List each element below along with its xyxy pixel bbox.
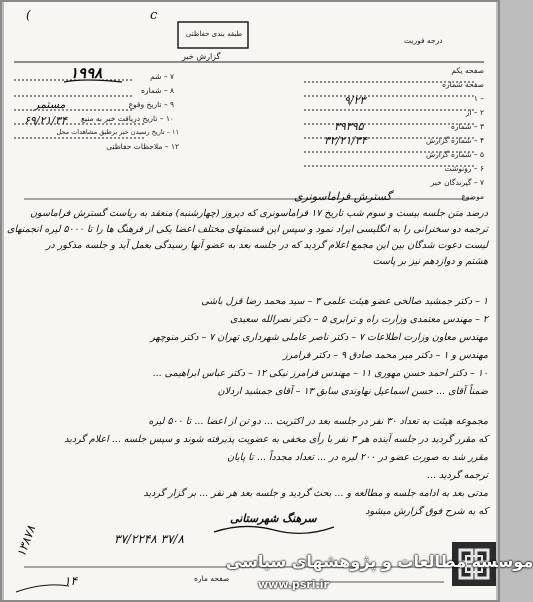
field-left-12: ۱۲ – ملاحظات حفاظتی xyxy=(106,142,179,151)
urgency-label: درجه فوریت xyxy=(404,36,443,45)
value-received-date: ۶۹/۲۱/۳۴ xyxy=(24,114,67,127)
bottom-reference-numbers: ۳۷/۲۲۴۸ ۳۷/۸ xyxy=(114,532,184,546)
field-right-4: ۴ – شماره گزارش xyxy=(426,136,484,145)
body-line: ۲ – مهندس معتمدی وزارت راه و ترابری ۵ – دکتر نصرالله سعیدی xyxy=(230,314,488,325)
value-right-number: ۳۹۳۹۵ xyxy=(334,120,364,133)
body-line: ضمناً آقای ... حسن اسماعیل نهاوندی سابق ۱۳ – آقای جمشید اردلان xyxy=(217,386,488,397)
body-line: که به شرح فوق گزارش میشود xyxy=(365,506,488,517)
body-line: مهندس معاون وزارت اطلاعات ۷ – دکتر ناصر عاملی شهرداری تهران ۷ – دکتر منوچهر xyxy=(150,332,488,343)
body-line: مدتی بعد به ادامه جلسه و مطالعه و ... بحث گردید و جلسه بعد هر نفر ... بر گزار گردید xyxy=(143,488,488,499)
field-left-8: ۸ – شماره xyxy=(140,86,174,95)
subject-value: گسترش فراماسونری xyxy=(294,190,392,203)
field-right-2: ۲ – از xyxy=(465,108,484,117)
field-right-6: ۶ – رونوشت xyxy=(444,164,484,173)
header-mark-left: ( xyxy=(26,8,31,22)
field-left-9: ۹ – تاریخ وقوع xyxy=(128,100,174,109)
value-occurrence: مستمر xyxy=(34,98,66,111)
margin-number-2: ۱۴ xyxy=(64,574,77,588)
classification-stamp: طبقه بندی حفاظتی xyxy=(185,30,243,38)
body-line: درصد متن جلسه بیست و سوم شب تاریخ ۱۷ فراماسونری که دیروز (چهارشنبه) منعقد به ریاست گسترش فراماسون xyxy=(30,208,488,219)
body-line: مقرر شد به صورت عضو در ۲۰۰ لیره در ... تعداد مجدداً ... تا پایان xyxy=(227,452,488,463)
field-right-page: صفحه یکم xyxy=(451,66,484,75)
signature: سرهنگ شهرستانی xyxy=(230,512,317,525)
field-right-1: ۱ – xyxy=(473,94,484,103)
subject-label: موضوع xyxy=(461,192,484,201)
watermark-institute-name: موسسه مطالعات و پژوهشهای سیاسی xyxy=(226,552,533,571)
body-line: که مقرر گردید در جلسه آینده هر ۳ نفر با رأی مخفی به عضویت پذیرفته شوند و سپس جلسه ... اعلام گردید xyxy=(64,434,488,445)
document-number: ۱۹۹۸ xyxy=(70,64,103,82)
value-right-report: ۳۲/۲۱/۳۴ xyxy=(324,134,367,147)
bottom-field: صفحه ماره xyxy=(194,574,230,583)
field-right-7: ۷ – گیرندگان خبر xyxy=(430,178,484,187)
value-right-date: ۹/۲۳ xyxy=(344,94,366,107)
body-line: ترجمه گردید ... xyxy=(426,470,488,481)
field-left-11: ۱۱ – تاریخ رسیدن خبر برطبق مشاهدات محل xyxy=(56,128,179,136)
body-line: مجموعه هیئت به تعداد ۳۰ نفر در جلسه بعد در اکثریت ... دو تن از اعضا ... تا ۵۰۰ لیره xyxy=(148,416,488,427)
body-line: لیست دعوت شدگان بین این مجمع اعلام گردید که در جلسه بعد به عضو آنها رسیدگی بعمل آید و جلسه مذکور در xyxy=(45,240,488,251)
header-mark-c: c xyxy=(150,8,158,23)
body-line: مهندس و ۱ – دکتر میر محمد صادق ۹ – دکتر فرامرز xyxy=(283,350,488,361)
field-right-5: ۵ – شماره گزارش xyxy=(426,150,484,159)
body-line: هشتم و دوازدهم نیز بر پاست xyxy=(372,256,488,267)
body-line: ۱۰ – دکتر احمد حسن مهوری ۱۱ – مهندس فرامرز نیکی ۱۲ – دکتر عباس ابراهیمی ... xyxy=(152,368,488,379)
field-left-10: ۱۰ – تاریخ دریافت خبر به منبع xyxy=(80,114,174,123)
field-right-3: ۳ – شماره xyxy=(450,122,484,131)
margin-number: ۱۳۸۷۸ xyxy=(14,523,39,559)
field-right-page-number: صفحه شماره xyxy=(442,80,484,89)
document-page xyxy=(4,2,496,600)
body-line: ترجمه دو سخنرانی را به انگلیسی ایراد نمود و سپس این قسمتهای مختلف اعضا یکی از فرهنگ ها را تا ۵۰۰۰ لیره انجمنهای xyxy=(7,224,488,235)
watermark-url: www.psri.ir xyxy=(258,578,329,591)
body-line: ۱ – دکتر جمشید صالحی عضو هیئت علمی ۳ – سید محمد رضا قزل باشی xyxy=(201,296,488,307)
field-left-7: ۷ – شم xyxy=(150,72,174,81)
report-title: گزارش خبر xyxy=(182,52,221,61)
